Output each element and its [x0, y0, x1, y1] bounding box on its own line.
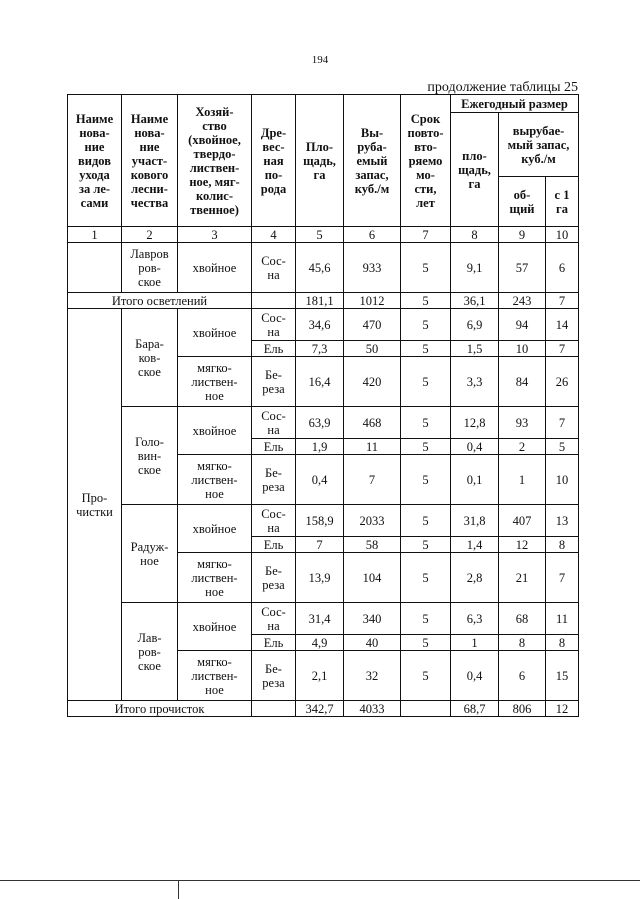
area-cell: 158,9	[296, 505, 344, 537]
farm-cell: мягко- листвен- ное	[178, 455, 252, 505]
col-number: 2	[122, 227, 178, 243]
stock-cell: 32	[344, 651, 401, 701]
annual-area-cell: 0,4	[451, 439, 499, 455]
total-annual-area: 68,7	[451, 701, 499, 717]
annual-total-cell: 1	[499, 455, 546, 505]
area-cell: 2,1	[296, 651, 344, 701]
table-row	[68, 407, 579, 439]
species-cell: Ель	[252, 537, 296, 553]
annual-total-cell: 93	[499, 407, 546, 439]
total-annual-total: 243	[499, 293, 546, 309]
annual-total-cell: 6	[499, 651, 546, 701]
annual-area-cell: 0,4	[451, 651, 499, 701]
species-cell: Ель	[252, 635, 296, 651]
col-number: 8	[451, 227, 499, 243]
header-annual-per-ha: с 1 га	[546, 177, 579, 227]
annual-per-ha-cell: 6	[546, 243, 579, 293]
total-row-osv	[68, 293, 579, 309]
header-farm: Хозяй- ство (хвойное, твердо- листвен- ное, мяг- колис- твенное)	[178, 95, 252, 227]
period-cell: 5	[401, 341, 451, 357]
header-area: Пло- щадь, га	[296, 95, 344, 227]
annual-total-cell: 68	[499, 603, 546, 635]
total-area: 342,7	[296, 701, 344, 717]
area-cell: 1,9	[296, 439, 344, 455]
empty-cell	[252, 293, 296, 309]
species-cell: Ель	[252, 341, 296, 357]
species-cell: Бе- реза	[252, 651, 296, 701]
total-annual-per-ha: 7	[546, 293, 579, 309]
area-cell: 16,4	[296, 357, 344, 407]
annual-per-ha-cell: 11	[546, 603, 579, 635]
annual-area-cell: 31,8	[451, 505, 499, 537]
total-stock: 4033	[344, 701, 401, 717]
table-row	[68, 505, 579, 537]
species-cell: Сос- на	[252, 309, 296, 341]
logging-table	[67, 94, 579, 717]
annual-area-cell: 3,3	[451, 357, 499, 407]
col-number: 5	[296, 227, 344, 243]
header-stock: Вы- руба- емый запас, куб./м	[344, 95, 401, 227]
farm-cell: хвойное	[178, 243, 252, 293]
stock-cell: 104	[344, 553, 401, 603]
empty-cell	[68, 243, 122, 293]
annual-per-ha-cell: 7	[546, 341, 579, 357]
annual-total-cell: 8	[499, 635, 546, 651]
period-cell: 5	[401, 553, 451, 603]
species-cell: Сос- на	[252, 243, 296, 293]
total-area: 181,1	[296, 293, 344, 309]
total-annual-area: 36,1	[451, 293, 499, 309]
forestry-cell: Лав- ров- ское	[122, 603, 178, 701]
stock-cell: 58	[344, 537, 401, 553]
total-annual-total: 806	[499, 701, 546, 717]
annual-total-cell: 2	[499, 439, 546, 455]
annual-total-cell: 12	[499, 537, 546, 553]
col-number: 3	[178, 227, 252, 243]
stock-cell: 468	[344, 407, 401, 439]
species-cell: Бе- реза	[252, 553, 296, 603]
annual-area-cell: 2,8	[451, 553, 499, 603]
annual-area-cell: 1,5	[451, 341, 499, 357]
annual-per-ha-cell: 10	[546, 455, 579, 505]
period-cell: 5	[401, 603, 451, 635]
annual-per-ha-cell: 7	[546, 553, 579, 603]
header-care-type: Наиме нова- ние видов ухода за ле- сами	[68, 95, 122, 227]
forestry-cell: Радуж- ное	[122, 505, 178, 603]
farm-cell: мягко- листвен- ное	[178, 651, 252, 701]
forestry-cell: Бара- ков- ское	[122, 309, 178, 407]
annual-per-ha-cell: 5	[546, 439, 579, 455]
species-cell: Сос- на	[252, 505, 296, 537]
col-number: 10	[546, 227, 579, 243]
species-cell: Бе- реза	[252, 455, 296, 505]
area-cell: 34,6	[296, 309, 344, 341]
col-number: 9	[499, 227, 546, 243]
total-period	[401, 701, 451, 717]
stock-cell: 11	[344, 439, 401, 455]
header-annual-total: об- щий	[499, 177, 546, 227]
col-number: 4	[252, 227, 296, 243]
annual-per-ha-cell: 15	[546, 651, 579, 701]
area-cell: 0,4	[296, 455, 344, 505]
annual-area-cell: 9,1	[451, 243, 499, 293]
annual-area-cell: 0,1	[451, 455, 499, 505]
annual-total-cell: 407	[499, 505, 546, 537]
table-row	[68, 603, 579, 635]
page-number: 194	[311, 54, 329, 66]
page-bottom-tick	[178, 880, 179, 899]
table-continuation-caption: продолжение таблицы 25	[427, 80, 578, 95]
annual-per-ha-cell: 13	[546, 505, 579, 537]
total-stock: 1012	[344, 293, 401, 309]
stock-cell: 40	[344, 635, 401, 651]
annual-per-ha-cell: 26	[546, 357, 579, 407]
col-number: 6	[344, 227, 401, 243]
period-cell: 5	[401, 505, 451, 537]
total-label: Итого прочисток	[68, 701, 252, 717]
total-period: 5	[401, 293, 451, 309]
area-cell: 7,3	[296, 341, 344, 357]
col-number: 1	[68, 227, 122, 243]
farm-cell: мягко- листвен- ное	[178, 553, 252, 603]
annual-total-cell: 10	[499, 341, 546, 357]
header-species: Дре- вес- ная по- рода	[252, 95, 296, 227]
annual-area-cell: 12,8	[451, 407, 499, 439]
annual-area-cell: 6,3	[451, 603, 499, 635]
annual-total-cell: 84	[499, 357, 546, 407]
farm-cell: хвойное	[178, 603, 252, 651]
annual-per-ha-cell: 8	[546, 537, 579, 553]
header-annual-size: Ежегодный размер	[451, 95, 579, 113]
column-numbers-row	[68, 227, 579, 243]
stock-cell: 933	[344, 243, 401, 293]
annual-per-ha-cell: 8	[546, 635, 579, 651]
forestry-cell: Голо- вин- ское	[122, 407, 178, 505]
area-cell: 4,9	[296, 635, 344, 651]
period-cell: 5	[401, 243, 451, 293]
annual-per-ha-cell: 14	[546, 309, 579, 341]
table-row-osv	[68, 243, 579, 293]
species-cell: Сос- на	[252, 407, 296, 439]
header-forestry: Наиме нова- ние участ- кового лесни- чества	[122, 95, 178, 227]
header-annual-area: пло- щадь, га	[451, 113, 499, 227]
area-cell: 13,9	[296, 553, 344, 603]
species-cell: Сос- на	[252, 603, 296, 635]
table-row	[68, 309, 579, 341]
annual-per-ha-cell: 7	[546, 407, 579, 439]
period-cell: 5	[401, 309, 451, 341]
period-cell: 5	[401, 357, 451, 407]
farm-cell: хвойное	[178, 505, 252, 553]
header-annual-stock: вырубае- мый запас, куб./м	[499, 113, 579, 177]
total-row-pro	[68, 701, 579, 717]
farm-cell: мягко- листвен- ное	[178, 357, 252, 407]
stock-cell: 470	[344, 309, 401, 341]
period-cell: 5	[401, 407, 451, 439]
annual-area-cell: 1,4	[451, 537, 499, 553]
stock-cell: 7	[344, 455, 401, 505]
forestry-cell: Лавров ров- ское	[122, 243, 178, 293]
header-period: Срок повто- вто- ряемо мо- сти, лет	[401, 95, 451, 227]
area-cell: 45,6	[296, 243, 344, 293]
period-cell: 5	[401, 537, 451, 553]
col-number: 7	[401, 227, 451, 243]
stock-cell: 420	[344, 357, 401, 407]
farm-cell: хвойное	[178, 309, 252, 357]
species-cell: Ель	[252, 439, 296, 455]
period-cell: 5	[401, 439, 451, 455]
stock-cell: 2033	[344, 505, 401, 537]
empty-cell	[252, 701, 296, 717]
farm-cell: хвойное	[178, 407, 252, 455]
annual-area-cell: 1	[451, 635, 499, 651]
annual-total-cell: 94	[499, 309, 546, 341]
page-bottom-divider	[0, 880, 640, 881]
stock-cell: 340	[344, 603, 401, 635]
species-cell: Бе- реза	[252, 357, 296, 407]
annual-area-cell: 6,9	[451, 309, 499, 341]
area-cell: 31,4	[296, 603, 344, 635]
stock-cell: 50	[344, 341, 401, 357]
period-cell: 5	[401, 635, 451, 651]
annual-total-cell: 57	[499, 243, 546, 293]
annual-total-cell: 21	[499, 553, 546, 603]
area-cell: 7	[296, 537, 344, 553]
period-cell: 5	[401, 455, 451, 505]
total-label: Итого осветлений	[68, 293, 252, 309]
area-cell: 63,9	[296, 407, 344, 439]
period-cell: 5	[401, 651, 451, 701]
care-type-cell: Про- чистки	[68, 309, 122, 701]
total-annual-per-ha: 12	[546, 701, 579, 717]
